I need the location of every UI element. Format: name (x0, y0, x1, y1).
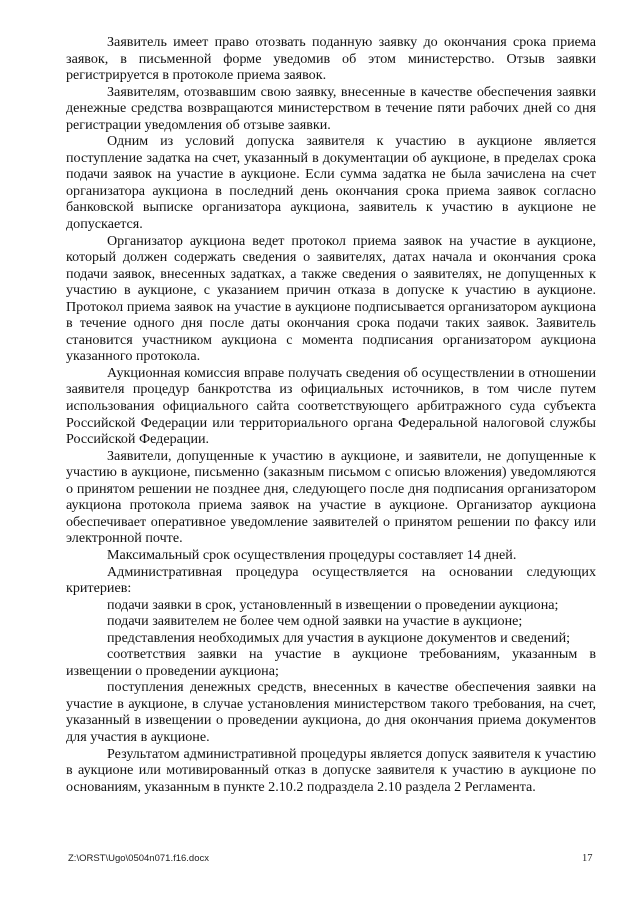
paragraph-protocol: Организатор аукциона ведет протокол приема заявок на участие в аукционе, который должен содержать сведения о заявителях, датах начала и окончания срока подачи заявок, внесенных задатках, а также сведения о заявителях, не допущенных к участию в аукционе, с указанием причин отказа в допуске к участию в аукционе. Протокол приема заявок на участие в аукционе подписывается организатором аукциона в течение одного дня после даты окончания срока подачи таких заявок. Заявитель становится участником аукциона с момента подписания организатором аукциона указанного протокола. (66, 232, 596, 365)
criteria-item: подачи заявки в срок, установленный в извещении о проведении аукциона; (107, 596, 559, 613)
document-body (66, 34, 596, 795)
paragraph-bankruptcy: Аукционная комиссия вправе получать сведения об осуществлении в отношении заявителя процедур банкротства из официальных источников, в том числе путем использования официального сайта соответствующего арбитражного суда субъекта Российской Федерации или территориального органа Федеральной налоговой службы Российской Федерации. (66, 364, 596, 448)
paragraph-refund: Заявителям, отозвавшим свою заявку, внесенные в качестве обеспечения заявки денежные средства возвращаются министерством в течение пяти рабочих дней со дня регистрации уведомления об отзыве заявки. (66, 83, 596, 133)
paragraph-max-term: Максимальный срок осуществления процедуры составляет 14 дней. (107, 546, 517, 563)
criteria-item: подачи заявителем не более чем одной заявки на участие в аукционе; (107, 613, 523, 630)
criteria-item: поступления денежных средств, внесенных в качестве обеспечения заявки на участие в аукционе, в случае установления министерством такого требования, на счет, указанный в извещении о проведении аукциона, до дня окончания приема документов для участия в аукционе. (66, 679, 596, 745)
page-number: 17 (582, 853, 593, 864)
paragraph-notification: Заявители, допущенные к участию в аукционе, и заявители, не допущенные к участию в аукционе, письменно (заказным письмом с описью вложения) уведомляются о принятом решении не позднее дня, следующего после дня подписания организатором аукциона протокола приема заявок на участие в аукционе. Организатор аукциона обеспечивает оперативное уведомление заявителей о принятом решении по факсу или электронной почте. (66, 447, 596, 547)
criteria-item: соответствия заявки на участие в аукционе требованиям, указанным в извещении о проведении аукциона; (66, 646, 596, 679)
footer-file-path: Z:\ORST\Ugo\0504n071.f16.docx (68, 853, 209, 864)
paragraph-result: Результатом административной процедуры является допуск заявителя к участию в аукционе или мотивированный отказ в допуске заявителя к участию в аукционе по основаниям, указанным в пункте 2.10.2 подраздела 2.10 раздела 2 Регламента. (66, 745, 596, 795)
paragraph-criteria-intro: Административная процедура осуществляется на основании следующих критериев: (66, 563, 596, 597)
paragraph-withdrawal: Заявитель имеет право отозвать поданную заявку до окончания срока приема заявок, в письменной форме уведомив об этом министерство. Отзыв заявки регистрируется в протоколе приема заявок. (66, 34, 596, 84)
paragraph-deposit-condition: Одним из условий допуска заявителя к участию в аукционе является поступление задатка на счет, указанный в документации об аукционе, в пределах срока подачи заявок на участие в аукционе. Если сумма задатка не была зачислена на счет организатора аукциона в последний день окончания срока приема заявок согласно банковской выписке организатора аукциона, заявитель к участию в аукционе не допускается. (66, 133, 596, 233)
criteria-item: представления необходимых для участия в аукционе документов и сведений; (107, 629, 571, 646)
